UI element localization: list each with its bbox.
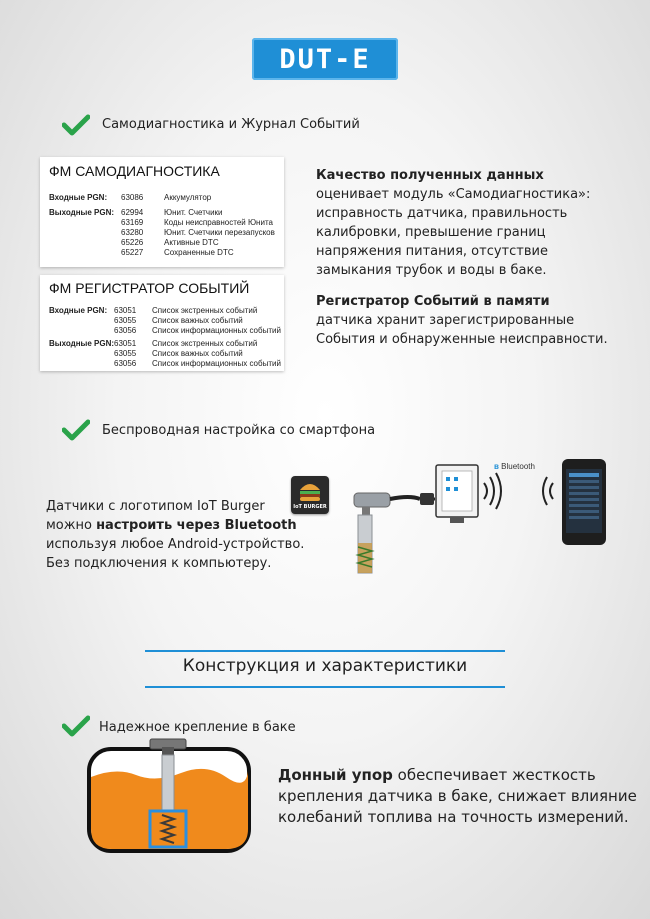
- output-pgn-label: Выходные PGN:: [49, 339, 115, 348]
- pgn-name: Список важных событий: [152, 316, 243, 325]
- wireless-line: используя любое Android-устройство.: [46, 537, 305, 552]
- input-pgn-label: Входные PGN:: [49, 193, 108, 202]
- event-log-card: [40, 275, 284, 371]
- quality-description: [316, 166, 636, 280]
- bluetooth-text: Bluetooth: [501, 462, 535, 471]
- pgn-code: 63051: [114, 306, 137, 315]
- burger-icon: [298, 480, 322, 502]
- pgn-name: Список важных событий: [152, 349, 243, 358]
- pgn-code: 65226: [121, 238, 144, 247]
- pgn-code: 63056: [114, 326, 137, 335]
- iot-burger-badge: [291, 476, 329, 514]
- input-pgn-label: Входные PGN:: [49, 306, 108, 315]
- fuel-tank-illustration: [86, 737, 256, 855]
- checkmark-icon: [62, 419, 90, 441]
- pgn-name: Коды неисправностей Юнита: [164, 218, 273, 227]
- pgn-code: 63055: [114, 316, 137, 325]
- event-log-card-title: ФМ РЕГИСТРАТОР СОБЫТИЙ: [49, 280, 250, 296]
- pgn-code: 65227: [121, 248, 144, 257]
- support-description: [278, 765, 638, 828]
- pgn-name: Список информационных событий: [152, 359, 281, 368]
- registrar-description: [316, 292, 636, 349]
- bluetooth-icon: ʙ: [494, 462, 499, 471]
- logo-text: DUT-E: [279, 43, 371, 75]
- section-title-wireless: Беспроводная настройка со смартфона: [102, 423, 376, 438]
- output-pgn-label: Выходные PGN:: [49, 208, 115, 217]
- pgn-code: 63086: [121, 193, 144, 202]
- wireless-line: Без подключения к компьютеру.: [46, 556, 272, 571]
- pgn-code: 63055: [114, 349, 137, 358]
- quality-heading: Качество полученных данных: [316, 168, 544, 183]
- quality-line: исправность датчика, правильность: [316, 206, 568, 221]
- pgn-name: Список информационных событий: [152, 326, 281, 335]
- quality-line: оценивает модуль «Самодиагностика»:: [316, 187, 591, 202]
- section-title-diagnostics: Самодиагностика и Журнал Событий: [102, 117, 360, 132]
- registrar-line: События и обнаруженные неисправности.: [316, 332, 608, 347]
- heading-top-line: [145, 650, 505, 652]
- registrar-heading: Регистратор Событий в памяти: [316, 294, 550, 309]
- checkmark-icon: [62, 715, 90, 737]
- pgn-name: Список экстренных событий: [152, 306, 258, 315]
- pgn-code: 62994: [121, 208, 144, 217]
- wireless-line: Датчики с логотипом IoT Burger: [46, 499, 265, 514]
- support-line: крепления датчика в баке, снижает влияние: [278, 787, 637, 805]
- pgn-code: 63280: [121, 228, 144, 237]
- support-line: колебаний топлива на точность измерений.: [278, 808, 629, 826]
- pgn-name: Юнит. Счетчики перезапусков: [164, 228, 275, 237]
- section-title-mounting: Надежное крепление в баке: [99, 720, 296, 735]
- heading-bottom-line: [145, 686, 505, 688]
- bluetooth-setup-illustration: [340, 455, 640, 580]
- bluetooth-label: [494, 462, 535, 471]
- quality-line: замыкания трубок и воды в баке.: [316, 263, 547, 278]
- pgn-name: Аккумулятор: [164, 193, 212, 202]
- checkmark-icon: [62, 114, 90, 136]
- wireless-description: [46, 497, 306, 573]
- diagnostics-card-title: ФМ САМОДИАГНОСТИКА: [49, 163, 220, 179]
- support-line: обеспечивает жесткость: [392, 766, 596, 784]
- pgn-code: 63169: [121, 218, 144, 227]
- dut-e-logo: [252, 38, 398, 80]
- wireless-bold: настроить через Bluetooth: [96, 518, 297, 533]
- pgn-name: Сохраненные DTC: [164, 248, 234, 257]
- registrar-line: датчика хранит зарегистрированные: [316, 313, 575, 328]
- pgn-name: Список экстренных событий: [152, 339, 258, 348]
- badge-label: IoT BURGER: [293, 504, 327, 510]
- wireless-line: можно: [46, 518, 97, 533]
- construction-heading: Конструкция и характеристики: [182, 656, 468, 676]
- pgn-code: 63056: [114, 359, 137, 368]
- quality-line: напряжения питания, отсутствие: [316, 244, 548, 259]
- support-bold: Донный упор: [278, 766, 393, 784]
- pgn-name: Активные DTC: [164, 238, 219, 247]
- pgn-name: Юнит. Счетчики: [164, 208, 223, 217]
- pgn-code: 63051: [114, 339, 137, 348]
- diagnostics-card: [40, 157, 284, 267]
- quality-line: калибровки, превышение границ: [316, 225, 546, 240]
